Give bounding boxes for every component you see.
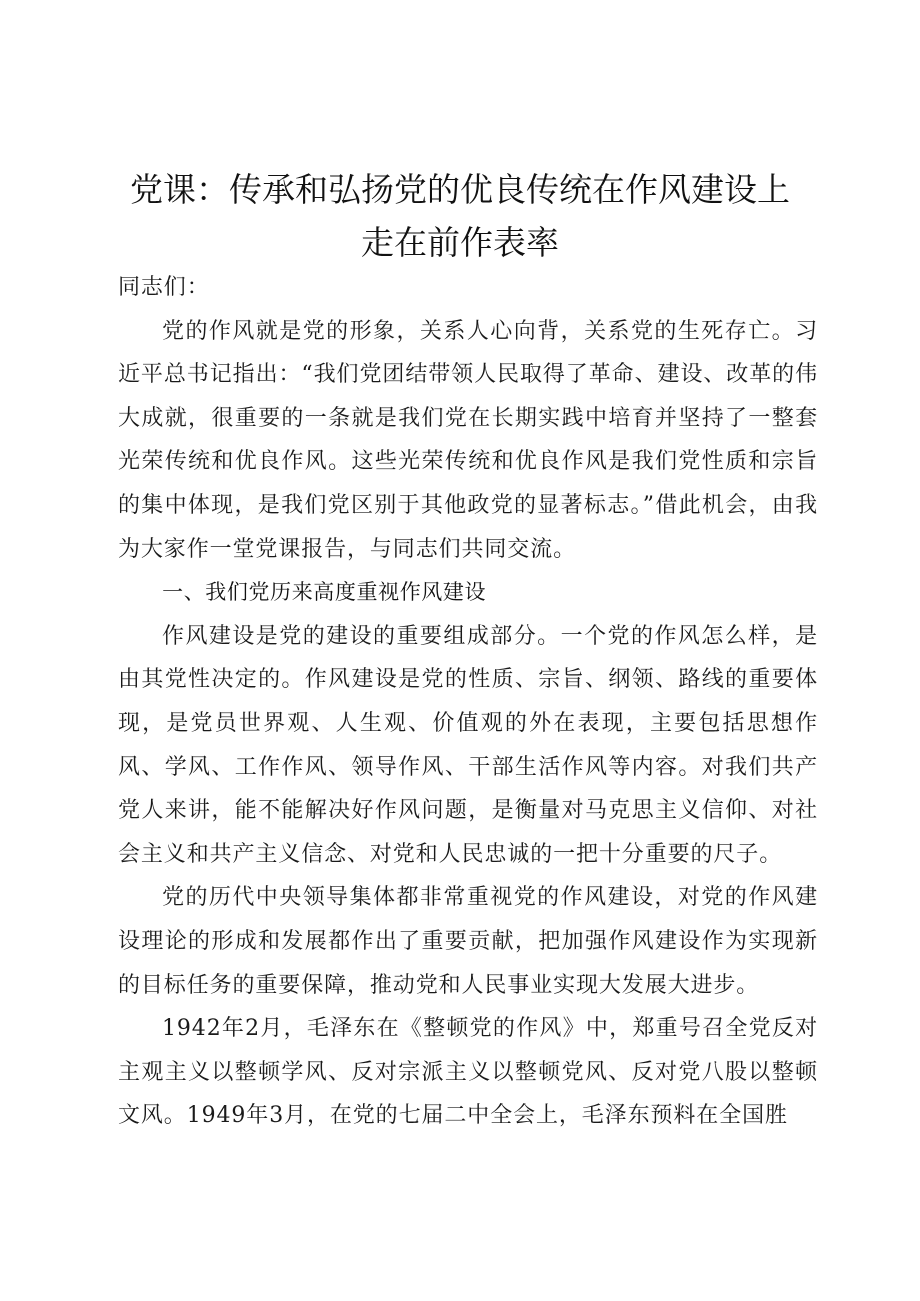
title-line-2: 走在前作表率 [361,223,559,262]
body-paragraph: 1942年2月，毛泽东在《整顿党的作风》中，郑重号召全党反对主观主义以整顿学风、反对宗派主义以整顿党风、反对党八股以整顿文风。1949年3月，在党的七届二中全会上，毛泽东预料在全国胜 [118,1016,818,1129]
section-heading: 一、我们党历来高度重视作风建设 [162,580,487,605]
intro-paragraph: 党的作风就是党的形象，关系人心向背，关系党的生死存亡。习近平总书记指出：“我们党团结带领人民取得了革命、建设、改革的伟大成就，很重要的一条就是我们党在长期实践中培育并坚持了一整套光荣传统和优良作风。这些光荣传统和优良作风是我们党性质和宗旨的集中体现，是我们党区别于其他政党的显著标志。”借此机会，由我为大家作一堂党课报告，与同志们共同交流。 [118,318,818,562]
document-title [0,163,920,269]
body-paragraph: 作风建设是党的建设的重要组成部分。一个党的作风怎么样，是由其党性决定的。作风建设是党的性质、宗旨、纲领、路线的重要体现，是党员世界观、人生观、价值观的外在表现，主要包括思想作风、学风、工作作风、领导作风、干部生活作风等内容。对我们共产党人来讲，能不能解决好作风问题，是衡量对马克思主义信仰、对社会主义和共产主义信念、对党和人民忠诚的一把十分重要的尺子。 [118,623,818,867]
document-body [118,266,818,1138]
body-paragraph: 党的历代中央领导集体都非常重视党的作风建设，对党的作风建设理论的形成和发展都作出了重要贡献，把加强作风建设作为实现新的目标任务的重要保障，推动党和人民事业实现大发展大进步。 [118,885,818,998]
title-line-1: 党课：传承和弘扬党的优良传统在作风建设上 [130,170,790,209]
salutation: 同志们： [118,275,210,300]
